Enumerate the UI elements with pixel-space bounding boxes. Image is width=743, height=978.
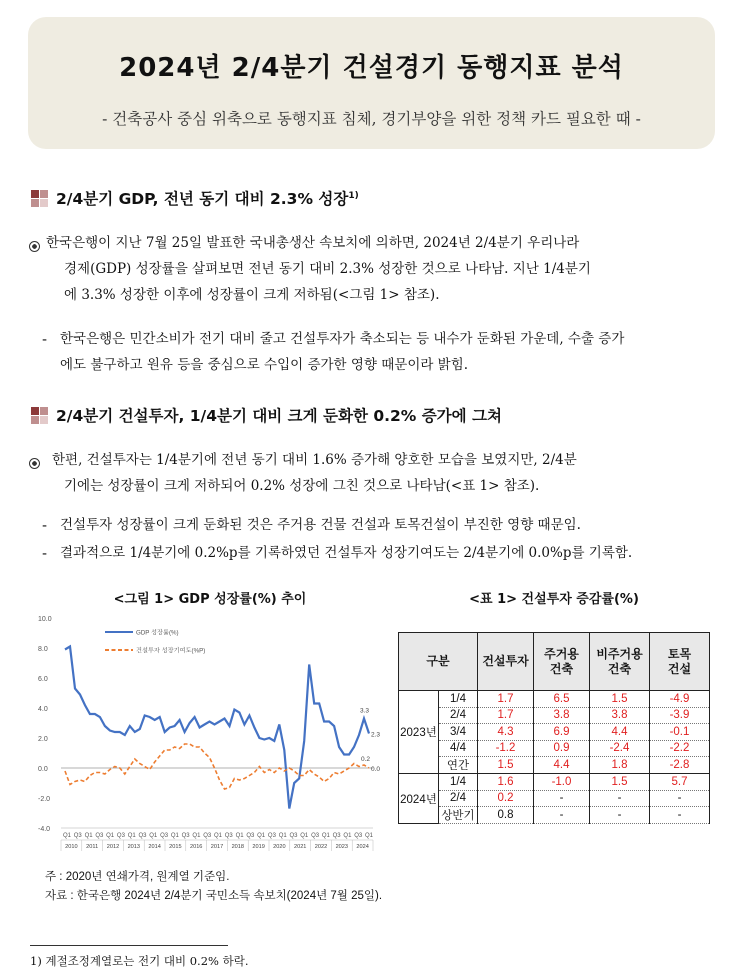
x-quarter-label: Q1 — [300, 833, 309, 839]
text-line: 에도 불구하고 원유 등을 중심으로 수입이 증가한 영향 때문이라 밝힘. — [60, 357, 469, 373]
table-row — [399, 707, 710, 724]
data-label: 2.3 — [371, 731, 381, 739]
table-row — [399, 807, 710, 824]
x-year-label: 2017 — [210, 844, 224, 850]
table-caption: <표 1> 건설투자 증감률(%) — [469, 592, 639, 607]
x-year-label: 2015 — [169, 844, 182, 850]
table-cell: -1.0 — [534, 774, 590, 791]
gdp-growth-chart — [35, 610, 385, 860]
figure-note: 주 : 2020년 연쇄가격, 원계열 기준임. — [45, 871, 230, 883]
y-tick-label: 10.0 — [38, 616, 52, 623]
legend-label: 건설투자 성장기여도(%P) — [136, 647, 206, 655]
paragraph-2-sub-1 — [60, 512, 725, 538]
table-cell: -4.9 — [650, 691, 710, 708]
x-quarter-label: Q1 — [84, 833, 93, 839]
section-title-1: 2/4분기 GDP, 전년 동기 대비 2.3% 성장$^{1)}$ — [56, 190, 359, 208]
dash-marker: - — [42, 332, 48, 348]
table-cell: 1.8 — [590, 757, 650, 774]
x-year-label: 2023 — [335, 844, 349, 850]
table-cell: 1.5 — [478, 757, 534, 774]
table-cell: - — [590, 790, 650, 807]
section-heading-1 — [31, 187, 359, 209]
row-period: 상반기 — [439, 807, 478, 824]
table-cell: 6.5 — [534, 691, 590, 708]
header-group: 구분 — [399, 633, 478, 691]
text-line: 에 3.3% 성장한 이후에 성장률이 크게 저하됨(<그림 1> 참조). — [64, 287, 440, 303]
table-cell: 3.8 — [590, 707, 650, 724]
x-year-label: 2024 — [356, 844, 369, 850]
row-period: 연간 — [439, 757, 478, 774]
x-quarter-label: Q1 — [106, 833, 115, 839]
page-subtitle: - 건축공사 중심 위축으로 동행지표 침체, 경기부양을 위한 정책 카드 필요한 때 - — [102, 110, 641, 128]
x-quarter-label: Q1 — [192, 833, 201, 839]
y-tick-label: -2.0 — [38, 796, 51, 803]
x-quarter-label: Q3 — [354, 833, 363, 839]
table-cell: 3.8 — [534, 707, 590, 724]
row-period: 2/4 — [439, 707, 478, 724]
table-cell: 5.7 — [650, 774, 710, 791]
x-quarter-label: Q1 — [321, 833, 330, 839]
table-cell: - — [534, 790, 590, 807]
x-quarter-label: Q3 — [116, 833, 125, 839]
table-cell: 1.5 — [590, 774, 650, 791]
dash-marker: - — [42, 518, 48, 534]
row-period: 4/4 — [439, 740, 478, 757]
x-quarter-label: Q3 — [289, 833, 298, 839]
table-cell: - — [590, 807, 650, 824]
y-tick-label: -4.0 — [38, 826, 51, 833]
data-label: 0.2 — [361, 756, 371, 763]
paragraph-2 — [46, 447, 726, 499]
header-col3: 비주거용 건축 — [590, 633, 650, 691]
table-row — [399, 724, 710, 741]
row-period: 2/4 — [439, 790, 478, 807]
paragraph-1 — [46, 230, 726, 308]
gdp-growth-line — [65, 647, 369, 809]
table-row — [399, 774, 710, 791]
table-cell: 0.8 — [478, 807, 534, 824]
table-cell: -1.2 — [478, 740, 534, 757]
table-cell: -2.2 — [650, 740, 710, 757]
table-row — [399, 691, 710, 708]
text-line: 경제(GDP) 성장률을 살펴보면 전년 동기 대비 2.3% 성장한 것으로 나타남. 지난 1/4분기 — [64, 261, 591, 277]
x-year-label: 2018 — [231, 844, 245, 850]
x-quarter-label: Q3 — [95, 833, 104, 839]
table-cell: -0.1 — [650, 724, 710, 741]
data-label: 0.0 — [371, 766, 381, 773]
chart-svg — [35, 610, 385, 860]
data-label: 3.3 — [360, 707, 370, 715]
x-quarter-label: Q3 — [73, 833, 82, 839]
x-quarter-label: Q1 — [62, 833, 72, 839]
legend-label: GDP 성장률(%) — [136, 629, 179, 637]
text-line: 한국은행은 민간소비가 전기 대비 줄고 건설투자가 축소되는 등 내수가 둔화된 가운데, 수출 증가 — [60, 331, 625, 347]
x-quarter-label: Q3 — [332, 833, 341, 839]
text-line: 기에는 성장률이 크게 저하되어 0.2% 성장에 그친 것으로 나타남(<표 1> 참조). — [64, 478, 540, 494]
header-col1: 건설투자 — [478, 633, 534, 691]
figure-source: 자료 : 한국은행 2024년 2/4분기 국민소득 속보치(2024년 7월 25일). — [45, 890, 383, 902]
table-cell: 0.2 — [478, 790, 534, 807]
text-line: 한국은행이 지난 7월 25일 발표한 국내총생산 속보치에 의하면, 2024년 2/4분기 우리나라 — [46, 235, 580, 251]
y-tick-label: 2.0 — [38, 736, 48, 743]
section-heading-2 — [31, 404, 502, 426]
y-tick-label: 4.0 — [38, 706, 48, 713]
x-year-label: 2016 — [189, 844, 203, 850]
construction-contribution-line — [65, 744, 369, 789]
table-cell: 4.3 — [478, 724, 534, 741]
row-period: 1/4 — [439, 774, 478, 791]
table-cell: 1.7 — [478, 691, 534, 708]
x-year-label: 2022 — [314, 844, 328, 850]
x-year-label: 2013 — [127, 844, 141, 850]
x-quarter-label: Q1 — [170, 833, 179, 839]
text-line: 한편, 건설투자는 1/4분기에 전년 동기 대비 1.6% 증가해 양호한 모습을 보였지만, 2/4분 — [52, 452, 577, 468]
square-bullet-icon — [31, 407, 48, 424]
construction-investment-table — [398, 632, 710, 824]
x-quarter-label: Q3 — [138, 833, 147, 839]
circle-bullet-icon — [29, 458, 40, 469]
x-year-label: 2021 — [293, 844, 307, 850]
section-title-2: 2/4분기 건설투자, 1/4분기 대비 크게 둔화한 0.2% 증가에 그쳐 — [56, 407, 502, 425]
header-col2: 주거용 건축 — [534, 633, 590, 691]
x-quarter-label: Q1 — [127, 833, 136, 839]
x-year-label: 2020 — [273, 844, 286, 850]
square-bullet-icon — [31, 190, 48, 207]
table-cell: 4.4 — [534, 757, 590, 774]
table-row — [399, 790, 710, 807]
row-group-label: 2023년 — [399, 691, 439, 774]
row-group-label: 2024년 — [399, 774, 439, 824]
x-quarter-label: Q1 — [149, 833, 158, 839]
x-year-label: 2012 — [106, 844, 120, 850]
title-box — [28, 17, 715, 149]
x-quarter-label: Q1 — [213, 833, 223, 839]
x-quarter-label: Q1 — [257, 833, 266, 839]
table-cell: 1.5 — [590, 691, 650, 708]
table-cell: -3.9 — [650, 707, 710, 724]
row-period: 3/4 — [439, 724, 478, 741]
x-year-label: 2010 — [65, 844, 78, 850]
table-cell: 6.9 — [534, 724, 590, 741]
page-title: 2024년 2/4분기 건설경기 동행지표 분석 — [119, 53, 624, 83]
table-cell: - — [650, 790, 710, 807]
y-tick-label: 0.0 — [38, 766, 48, 773]
y-tick-label: 8.0 — [38, 646, 48, 653]
footnote-divider — [30, 945, 228, 946]
text-line: 결과적으로 1/4분기에 0.2%p를 기록하였던 건설투자 성장기여도는 2/4분기에 0.0%p를 기록함. — [60, 545, 633, 561]
x-quarter-label: Q3 — [160, 833, 169, 839]
table-cell: - — [650, 807, 710, 824]
table-cell: 1.7 — [478, 707, 534, 724]
table-cell: 0.9 — [534, 740, 590, 757]
y-tick-label: 6.0 — [38, 676, 48, 683]
table-row — [399, 757, 710, 774]
x-quarter-label: Q3 — [203, 833, 212, 839]
text-line: 건설투자 성장률이 크게 둔화된 것은 주거용 건물 건설과 토목건설이 부진한 영향 때문임. — [60, 517, 581, 533]
paragraph-2-sub-2 — [60, 540, 725, 566]
paragraph-1-sub — [60, 326, 725, 378]
row-period: 1/4 — [439, 691, 478, 708]
circle-bullet-icon — [29, 241, 40, 252]
x-year-label: 2019 — [252, 844, 265, 850]
table-cell: -2.4 — [590, 740, 650, 757]
footnote-ref[interactable]: 1) — [348, 190, 359, 201]
x-quarter-label: Q3 — [311, 833, 320, 839]
x-quarter-label: Q3 — [181, 833, 190, 839]
table-row — [399, 740, 710, 757]
x-year-label: 2011 — [86, 844, 99, 850]
table-cell: 1.6 — [478, 774, 534, 791]
x-quarter-label: Q3 — [267, 833, 276, 839]
x-quarter-label: Q3 — [224, 833, 233, 839]
dash-marker: - — [42, 546, 48, 562]
table-cell: - — [534, 807, 590, 824]
header-col4: 토목 건설 — [650, 633, 710, 691]
table-cell: -2.8 — [650, 757, 710, 774]
x-quarter-label: Q1 — [364, 833, 374, 839]
x-year-label: 2014 — [148, 844, 161, 850]
x-quarter-label: Q1 — [278, 833, 287, 839]
footnote: 1) 계절조정계열로는 전기 대비 0.2% 하락. — [30, 954, 249, 968]
x-quarter-label: Q1 — [235, 833, 244, 839]
x-quarter-label: Q1 — [343, 833, 352, 839]
x-quarter-label: Q3 — [246, 833, 255, 839]
table-cell: 4.4 — [590, 724, 650, 741]
figure-caption: <그림 1> GDP 성장률(%) 추이 — [113, 592, 307, 607]
